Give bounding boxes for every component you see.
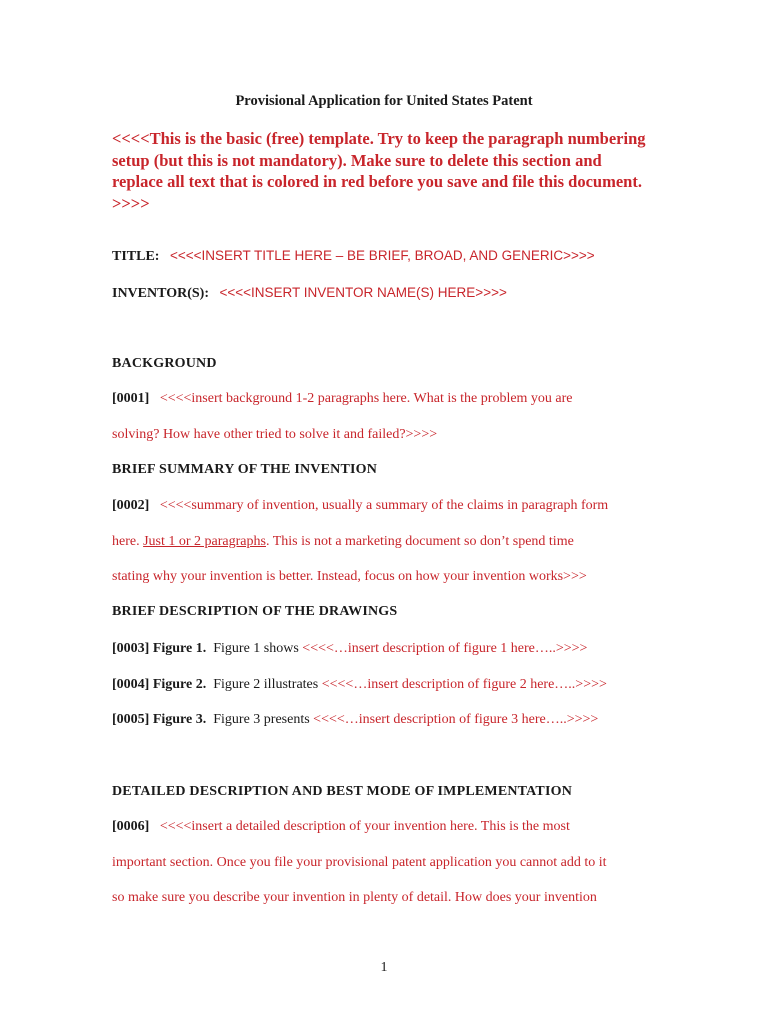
figure-item-3: [112, 712, 598, 728]
instruction-line: replace all text that is colored in red before you save and file this document.: [112, 172, 642, 191]
figure-item-2: [112, 677, 607, 693]
template-instructions: [112, 128, 672, 214]
summary-heading: BRIEF SUMMARY OF THE INVENTION: [112, 462, 378, 477]
instruction-line: <<<<This is the basic (free) template. Try to keep the paragraph numbering: [112, 129, 646, 148]
figure-placeholder: <<<<…insert description of figure 3 here…..>>>>: [313, 712, 599, 727]
document-title: Provisional Application for United States Patent: [235, 93, 533, 109]
inventor-placeholder: <<<<INSERT INVENTOR NAME(S) HERE>>>>: [219, 285, 507, 300]
paragraph-text: solving? How have other tried to solve it and failed?>>>>: [112, 427, 438, 442]
figure-label: Figure 1.: [152, 641, 207, 656]
paragraph-number: [0002]: [112, 498, 150, 513]
paragraph-0002-line-2: [112, 534, 574, 550]
emphasis-text: Just 1 or 2 paragraphs: [143, 534, 266, 549]
page-number: 1: [380, 960, 388, 975]
figure-label: Figure 3.: [152, 712, 207, 727]
figure-text: Figure 1 shows: [213, 641, 303, 656]
figure-item-1: [112, 641, 587, 657]
paragraph-text: <<<<insert background 1-2 paragraphs here. What is the problem you are: [159, 391, 573, 406]
title-placeholder: <<<<INSERT TITLE HERE – BE BRIEF, BROAD, AND GENERIC>>>>: [169, 248, 595, 263]
figure-placeholder: <<<<…insert description of figure 1 here…..>>>>: [302, 641, 588, 656]
paragraph-number: [0006]: [112, 819, 150, 834]
title-field: [112, 248, 595, 265]
detailed-description-heading: DETAILED DESCRIPTION AND BEST MODE OF IMPLEMENTATION: [112, 784, 573, 799]
paragraph-text: . This is not a marketing document so don’t spend time: [265, 534, 574, 549]
paragraph-number: [0005]: [112, 712, 150, 727]
paragraph-text: so make sure you describe your invention in plenty of detail. How does your invention: [112, 890, 597, 905]
inventor-label: INVENTOR(S):: [112, 286, 209, 301]
paragraph-0001-line: [112, 391, 573, 407]
paragraph-number: [0003]: [112, 641, 150, 656]
drawings-heading: BRIEF DESCRIPTION OF THE DRAWINGS: [112, 604, 398, 619]
paragraph-0002-line: [112, 498, 608, 514]
paragraph-text: <<<<insert a detailed description of your invention here. This is the most: [159, 819, 570, 834]
paragraph-0006-line: [112, 819, 570, 835]
paragraph-text: important section. Once you file your provisional patent application you cannot add to it: [112, 855, 607, 870]
paragraph-text: here.: [112, 534, 144, 549]
figure-label: Figure 2.: [152, 677, 207, 692]
figure-text: Figure 3 presents: [213, 712, 314, 727]
inventor-field: [112, 285, 507, 302]
paragraph-number: [0004]: [112, 677, 150, 692]
background-heading: BACKGROUND: [112, 356, 217, 371]
figure-placeholder: <<<<…insert description of figure 2 here…..>>>>: [321, 677, 607, 692]
instruction-line: setup (but this is not mandatory). Make sure to delete this section and: [112, 150, 602, 170]
title-label: TITLE:: [112, 249, 160, 264]
paragraph-text: <<<<summary of invention, usually a summary of the claims in paragraph form: [159, 498, 609, 513]
paragraph-text: stating why your invention is better. Instead, focus on how your invention works>>>: [112, 569, 587, 584]
figure-text: Figure 2 illustrates: [213, 677, 322, 692]
instruction-line: >>>>: [112, 193, 150, 213]
paragraph-number: [0001]: [112, 391, 150, 406]
